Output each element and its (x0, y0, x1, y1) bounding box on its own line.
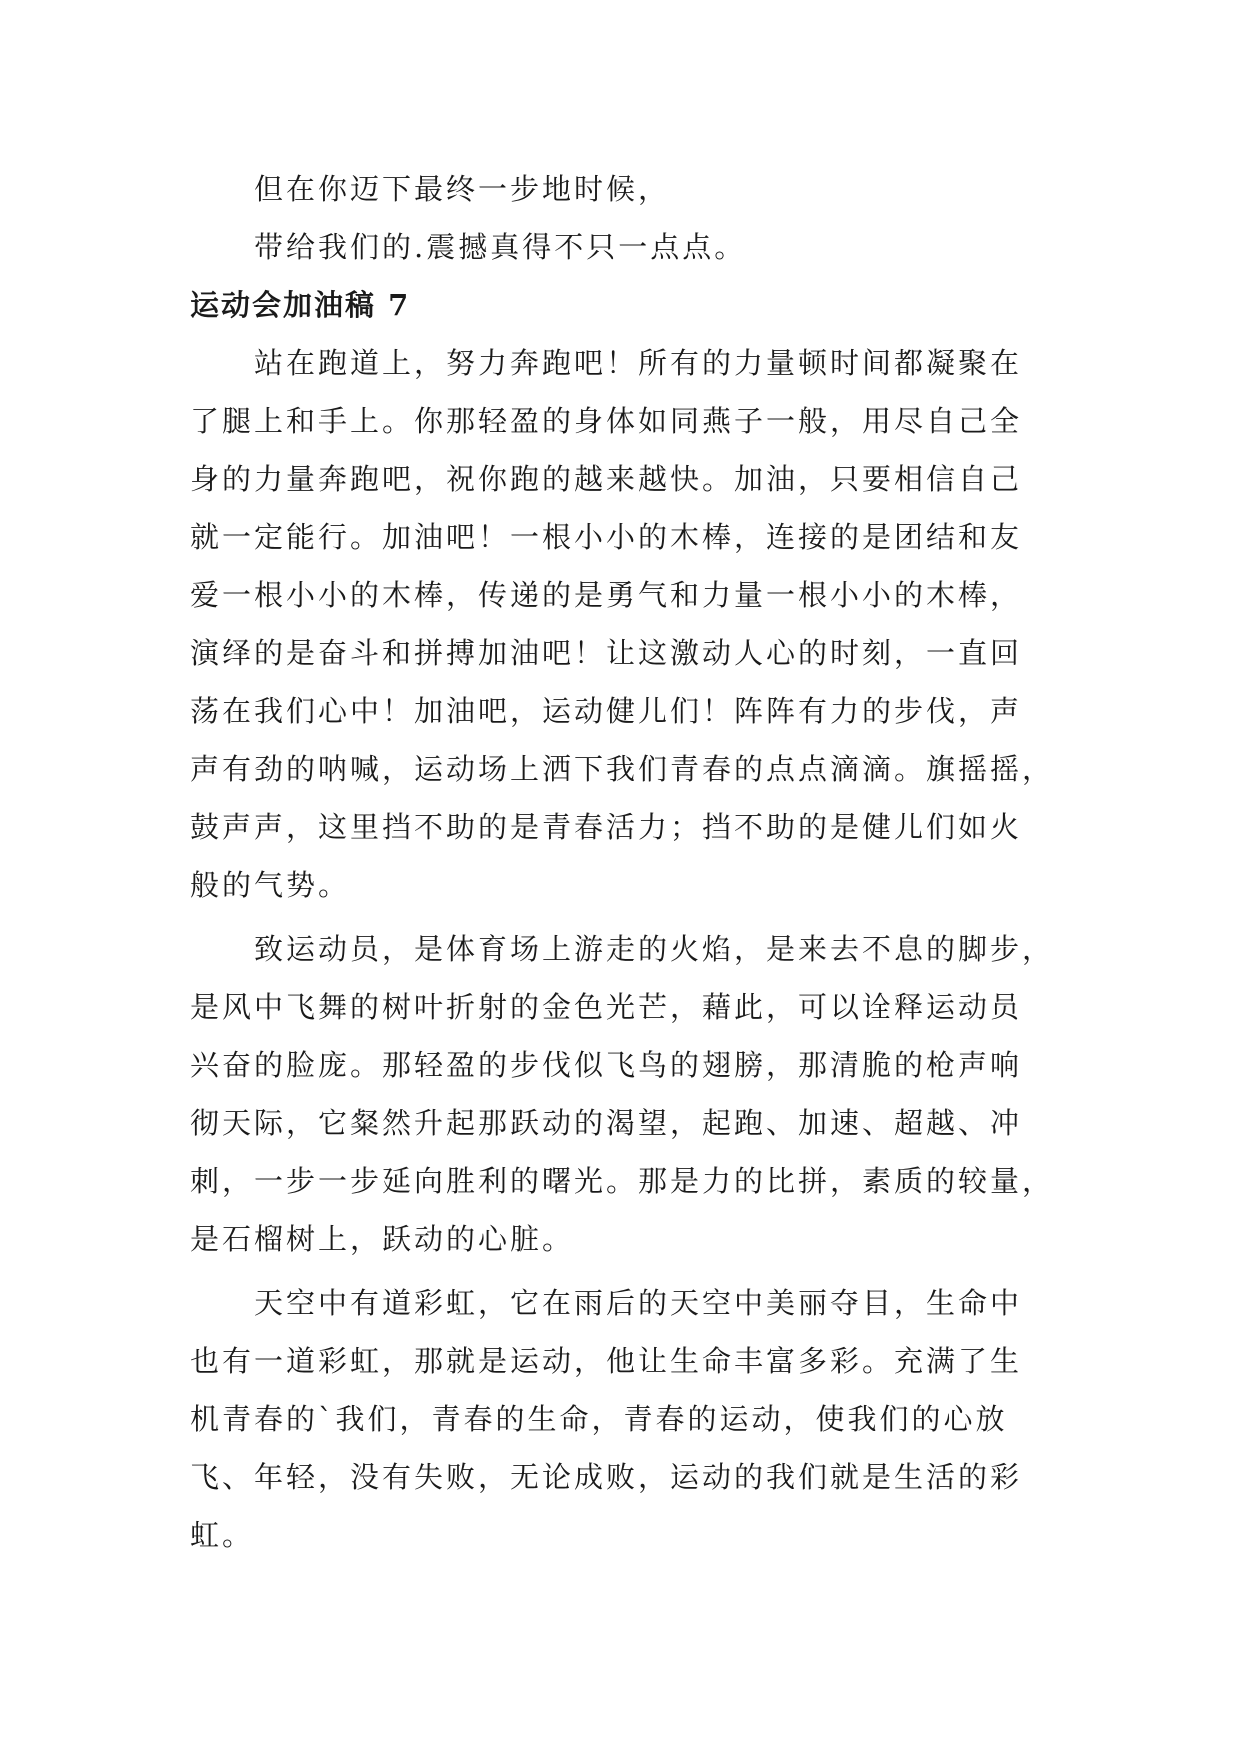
paragraph-line: 身的力量奔跑吧，祝你跑的越来越快。加油，只要相信自己 (190, 462, 1023, 496)
paragraph-line: 爱一根小小的木棒，传递的是勇气和力量一根小小的木棒， (190, 578, 1023, 612)
paragraph (190, 920, 1055, 1268)
paragraph-line: 虹。 (190, 1518, 255, 1552)
paragraph (190, 1274, 1050, 1564)
paragraph-line: 是风中飞舞的树叶折射的金色光芒，藉此，可以诠释运动员 (190, 990, 1023, 1024)
paragraph-line: 也有一道彩虹，那就是运动，他让生命丰富多彩。充满了生 (190, 1344, 1023, 1378)
paragraph-line: 机青春的`我们，青春的生命，青春的运动，使我们的心放 (190, 1402, 1008, 1436)
paragraph-line: 刺，一步一步延向胜利的曙光。那是力的比拼，素质的较量， (190, 1164, 1055, 1198)
paragraph-line: 就一定能行。加油吧！一根小小的木棒，连接的是团结和友 (190, 520, 1023, 554)
paragraph-line: 荡在我们心中！加油吧，运动健儿们！阵阵有力的步伐，声 (190, 694, 1023, 728)
paragraph-line: 天空中有道彩虹，它在雨后的天空中美丽夺目，生命中 (254, 1286, 1023, 1320)
paragraph-line: 了腿上和手上。你那轻盈的身体如同燕子一般，用尽自己全 (190, 404, 1023, 438)
intro-line: 但在你迈下最终一步地时候， (254, 172, 671, 206)
paragraph-line: 飞、年轻，没有失败，无论成败，运动的我们就是生活的彩 (190, 1460, 1023, 1494)
paragraph-line: 站在跑道上，努力奔跑吧！所有的力量顿时间都凝聚在 (254, 346, 1023, 380)
paragraph-line: 演绎的是奋斗和拼搏加油吧！让这激动人心的时刻，一直回 (190, 636, 1023, 670)
document-body (190, 160, 1055, 1564)
paragraph-line: 彻天际，它粲然升起那跃动的渴望，起跑、加速、超越、冲 (190, 1106, 1023, 1140)
paragraph-line: 致运动员，是体育场上游走的火焰，是来去不息的脚步， (254, 932, 1055, 966)
section-heading: 运动会加油稿 7 (190, 288, 411, 322)
paragraph-line: 鼓声声，这里挡不助的是青春活力；挡不助的是健儿们如火 (190, 810, 1023, 844)
paragraph-line: 般的气势。 (190, 868, 351, 902)
paragraph-line: 兴奋的脸庞。那轻盈的步伐似飞鸟的翅膀，那清脆的枪声响 (190, 1048, 1023, 1082)
paragraph (190, 334, 1055, 914)
paragraph-line: 是石榴树上，跃动的心脏。 (190, 1222, 575, 1256)
paragraph-line: 声有劲的呐喊，运动场上洒下我们青春的点点滴滴。旗摇摇， (190, 752, 1055, 786)
intro-line: 带给我们的.震撼真得不只一点点。 (254, 230, 747, 264)
